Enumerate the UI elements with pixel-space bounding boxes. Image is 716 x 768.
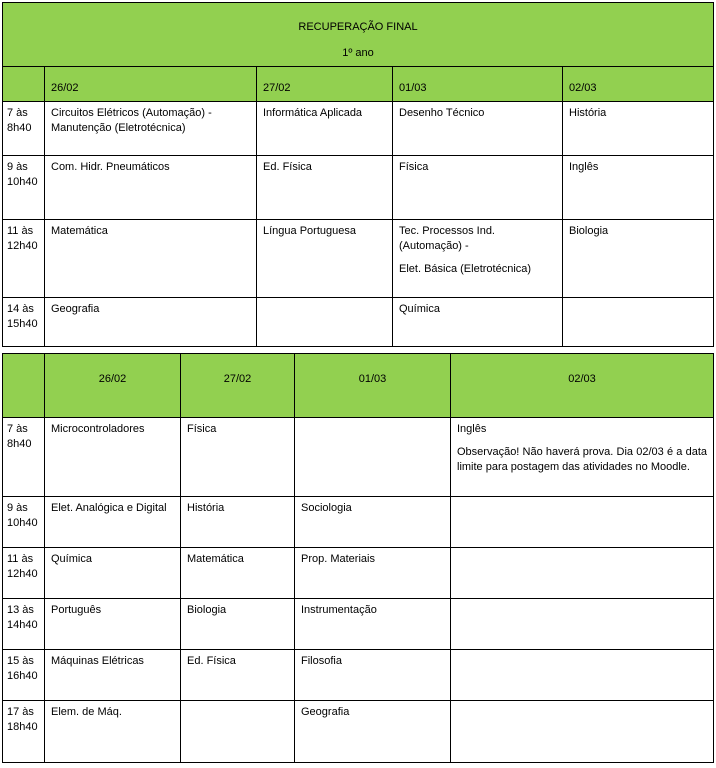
date-header: 26/02	[45, 67, 257, 102]
subject-cell: Física	[393, 156, 563, 220]
date-header: 01/03	[393, 67, 563, 102]
subject-line: Tec. Processos Ind. (Automação) -	[399, 225, 495, 252]
subject-cell: Prop. Materiais	[295, 548, 451, 599]
table-row	[3, 548, 714, 599]
time-slot: 13 às 14h40	[3, 599, 45, 650]
header-corner	[3, 354, 45, 418]
subject-cell	[451, 599, 714, 650]
date-header-row	[3, 67, 714, 102]
date-header-row	[3, 354, 714, 418]
time-slot: 14 às 15h40	[3, 298, 45, 347]
table-row	[3, 220, 714, 298]
subject-cell: Língua Portuguesa	[257, 220, 393, 298]
time-slot: 17 às 18h40	[3, 701, 45, 763]
time-slot: 15 às 16h40	[3, 650, 45, 701]
subject-cell	[451, 418, 714, 497]
subject-cell: Física	[181, 418, 295, 497]
subject-cell	[563, 298, 714, 347]
subject-cell	[295, 418, 451, 497]
time-slot: 9 às 10h40	[3, 156, 45, 220]
header-corner	[3, 67, 45, 102]
table-row	[3, 298, 714, 347]
table-row	[3, 701, 714, 763]
subject-cell: Circuitos Elétricos (Automação) - Manutenção (Eletrotécnica)	[45, 102, 257, 156]
title-cell	[3, 3, 714, 67]
subject-cell: Química	[45, 548, 181, 599]
time-slot: 11 às 12h40	[3, 220, 45, 298]
subject-cell: Instrumentação	[295, 599, 451, 650]
subject-cell: Máquinas Elétricas	[45, 650, 181, 701]
subject-cell: Biologia	[563, 220, 714, 298]
time-slot: 7 às 8h40	[3, 102, 45, 156]
table-row	[3, 599, 714, 650]
subject-cell	[257, 298, 393, 347]
table-row	[3, 156, 714, 220]
subject-cell: Biologia	[181, 599, 295, 650]
date-header: 27/02	[257, 67, 393, 102]
subject-cell: Geografia	[45, 298, 257, 347]
subject-cell	[451, 701, 714, 763]
date-header: 27/02	[181, 354, 295, 418]
subject-cell	[451, 497, 714, 548]
subject-cell: Elet. Analógica e Digital	[45, 497, 181, 548]
date-header: 02/03	[451, 354, 714, 418]
time-slot: 7 às 8h40	[3, 418, 45, 497]
subject-cell: Filosofia	[295, 650, 451, 701]
schedule-table-2	[2, 353, 714, 763]
subject-cell: Português	[45, 599, 181, 650]
subject-cell: Ed. Física	[181, 650, 295, 701]
subject-cell	[451, 548, 714, 599]
subject-cell	[451, 650, 714, 701]
subject-cell	[393, 220, 563, 298]
date-header: 02/03	[563, 67, 714, 102]
subject-cell: Sociologia	[295, 497, 451, 548]
table-row	[3, 102, 714, 156]
subject-cell: Desenho Técnico	[393, 102, 563, 156]
schedule-table-1	[2, 2, 714, 347]
subject-cell: Informática Aplicada	[257, 102, 393, 156]
subject-cell: Matemática	[181, 548, 295, 599]
subject-cell: Com. Hidr. Pneumáticos	[45, 156, 257, 220]
date-header: 01/03	[295, 354, 451, 418]
table-row	[3, 497, 714, 548]
subject-cell: História	[563, 102, 714, 156]
time-slot: 11 às 12h40	[3, 548, 45, 599]
subject-cell: Elem. de Máq.	[45, 701, 181, 763]
subject-cell	[181, 701, 295, 763]
subject-line: Elet. Básica (Eletrotécnica)	[399, 263, 532, 275]
subject-cell: Química	[393, 298, 563, 347]
subject-line: Inglês	[457, 423, 487, 435]
table-row	[3, 418, 714, 497]
time-slot: 9 às 10h40	[3, 497, 45, 548]
page-title: RECUPERAÇÃO FINAL	[298, 21, 418, 33]
subject-cell: História	[181, 497, 295, 548]
subject-cell: Geografia	[295, 701, 451, 763]
subject-cell: Microcontroladores	[45, 418, 181, 497]
date-header: 26/02	[45, 354, 181, 418]
subject-cell: Matemática	[45, 220, 257, 298]
subject-cell: Inglês	[563, 156, 714, 220]
note-text: Observação! Não haverá prova. Dia 02/03 é a data limite para postagem das atividades no Moodle.	[457, 446, 707, 473]
page-subtitle: 1º ano	[342, 47, 374, 59]
subject-cell: Ed. Física	[257, 156, 393, 220]
table-row	[3, 650, 714, 701]
